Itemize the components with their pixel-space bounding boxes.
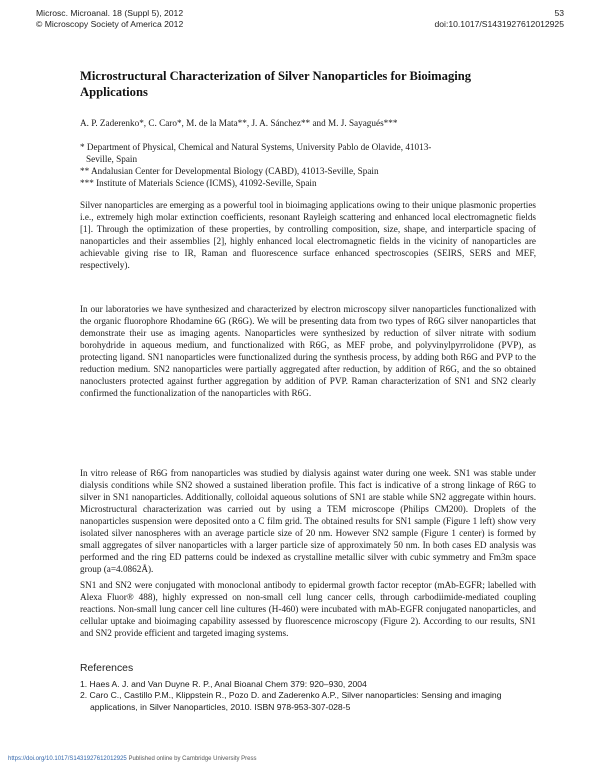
reference-item: 1. Haes A. J. and Van Duyne R. P., Anal Bioanal Chem 379: 920–930, 2004 (80, 679, 367, 689)
body-paragraph-1: Silver nanoparticles are emerging as a powerful tool in bioimaging applications owing to their unique plasmonic properties i.e., extremely high molar extinction coefficients, resonant Rayleigh scattering and enhanced local electromagnetic fields [1]. Through the optimization of these properties, by controlling composition, size, shape, and interparticle spacing of nanoparticles and their assemblies [2], highly enhanced local electromagnetic fields in the vicinity of nanoparticles are achievable giving rise to IR, Raman and fluorescence surface enhanced spectroscopies (SEIRS, SERS and MEF, respectively). (80, 200, 536, 271)
page-header-right (434, 8, 564, 30)
doi-link[interactable]: https://doi.org/10.1017/S1431927612012925 (8, 756, 127, 762)
body-paragraph-2: In our laboratories we have synthesized and characterized by electron microscopy silver nanoparticles functionalized with the organic fluorophore Rhodamine 6G (R6G). We will be presenting data from two types of R6G silver nanoparticles that demonstrate their use as imaging agents. Nanoparticles were synthesized by reduction of silver nitrate with sodium borohydride in aqueous medium, and functionalized with R6G, as MEF probe, and polyvinylpyrrolidone (PVP), as protecting ligand. SN1 nanoparticles were functionalized during the synthesis process, by adding both R6G and PVP to the reduction medium. SN2 nanoparticles were partially aggregated after reduction, by addition of R6G, and the so obtained nanoclusters protected against further aggregation by addition of PVP. Raman characterization of SN1 and SN2 clearly confirmed the functionalization of the nanoparticles with R6G. (80, 304, 536, 399)
reference-list (80, 679, 540, 713)
reference-item: 2. Caro C., Castillo P.M., Klippstein R., Pozo D. and Zaderenko A.P., Silver nanoparticles: Sensing and imaging applications, in Silver Nanoparticles, 2010. ISBN 978-953-307-028-5 (80, 690, 502, 712)
title-line-2: Applications (80, 85, 148, 99)
title-line-1: Microstructural Characterization of Silver Nanoparticles for Bioimaging (80, 69, 472, 83)
publisher-note: Published online by Cambridge University Press (126, 756, 257, 762)
journal-header (36, 8, 183, 30)
affiliation-line: *** Institute of Materials Science (ICMS), 41092-Seville, Spain (80, 178, 317, 188)
paper-title (80, 68, 540, 100)
body-paragraph-3: In vitro release of R6G from nanoparticles was studied by dialysis against water during one week. SN1 was stable under dialysis conditions while SN2 showed a sustained liberation profile. This fact is indicative of a strong linkage of R6G to silver in SN1 nanoparticles. Additionally, colloidal aqueous solutions of SN1 are stable while SN2 aggregate within hours. Microstructural characterization was carried out by using a TEM microscope (Philips CM200). Droplets of the nanoparticles suspension were deposited onto a C film grid. The obtained results for SN1 sample (Figure 1 left) show very isolated silver nanospheres with an average particle size of 20 nm. However SN2 sample (Figure 1 center) is formed by small aggregates of silver nanoparticles with a larger particle size of approximately 50 nm. In both cases ED analysis was performed and the ring ED patterns could be indexed as crystalline metallic silver with cubic symmetry and Fm3m space group (a=4.0862Å). (80, 468, 536, 575)
page-footer (8, 755, 257, 763)
copyright-notice: © Microscopy Society of America 2012 (36, 19, 184, 29)
journal-citation: Microsc. Microanal. 18 (Suppl 5), 2012 (36, 8, 184, 18)
references-heading: References (80, 663, 134, 674)
affiliation-line: * Department of Physical, Chemical and Natural Systems, University Pablo de Olavide, 41013- (80, 142, 432, 152)
doi-text: doi:10.1017/S1431927612012925 (434, 19, 564, 29)
affiliation-line: ** Andalusian Center for Developmental Biology (CABD), 41013-Seville, Spain (80, 166, 379, 176)
page-number: 53 (554, 8, 564, 18)
affiliation-1 (80, 141, 540, 189)
author-list: A. P. Zaderenko*, C. Caro*, M. de la Mata**, J. A. Sánchez** and M. J. Sayagués*** (80, 118, 398, 128)
body-paragraph-4: SN1 and SN2 were conjugated with monoclonal antibody to epidermal growth factor receptor (mAb-EGFR; labelled with Alexa Fluor® 488), highly expressed on non-small cell lung cancer cells, through carbodiimide-mediated coupling reactions. Non-small lung cancer cell line cultures (H-460) were incubated with mAb-EGFR conjugated nanoparticles, and cellular uptake and bioimaging capability assessed by fluorescence microscopy (Figure 2). According to our results, SN1 and SN2 provide efficient and targeted imaging systems. (80, 580, 536, 639)
affiliation-line: Seville, Spain (86, 154, 138, 164)
